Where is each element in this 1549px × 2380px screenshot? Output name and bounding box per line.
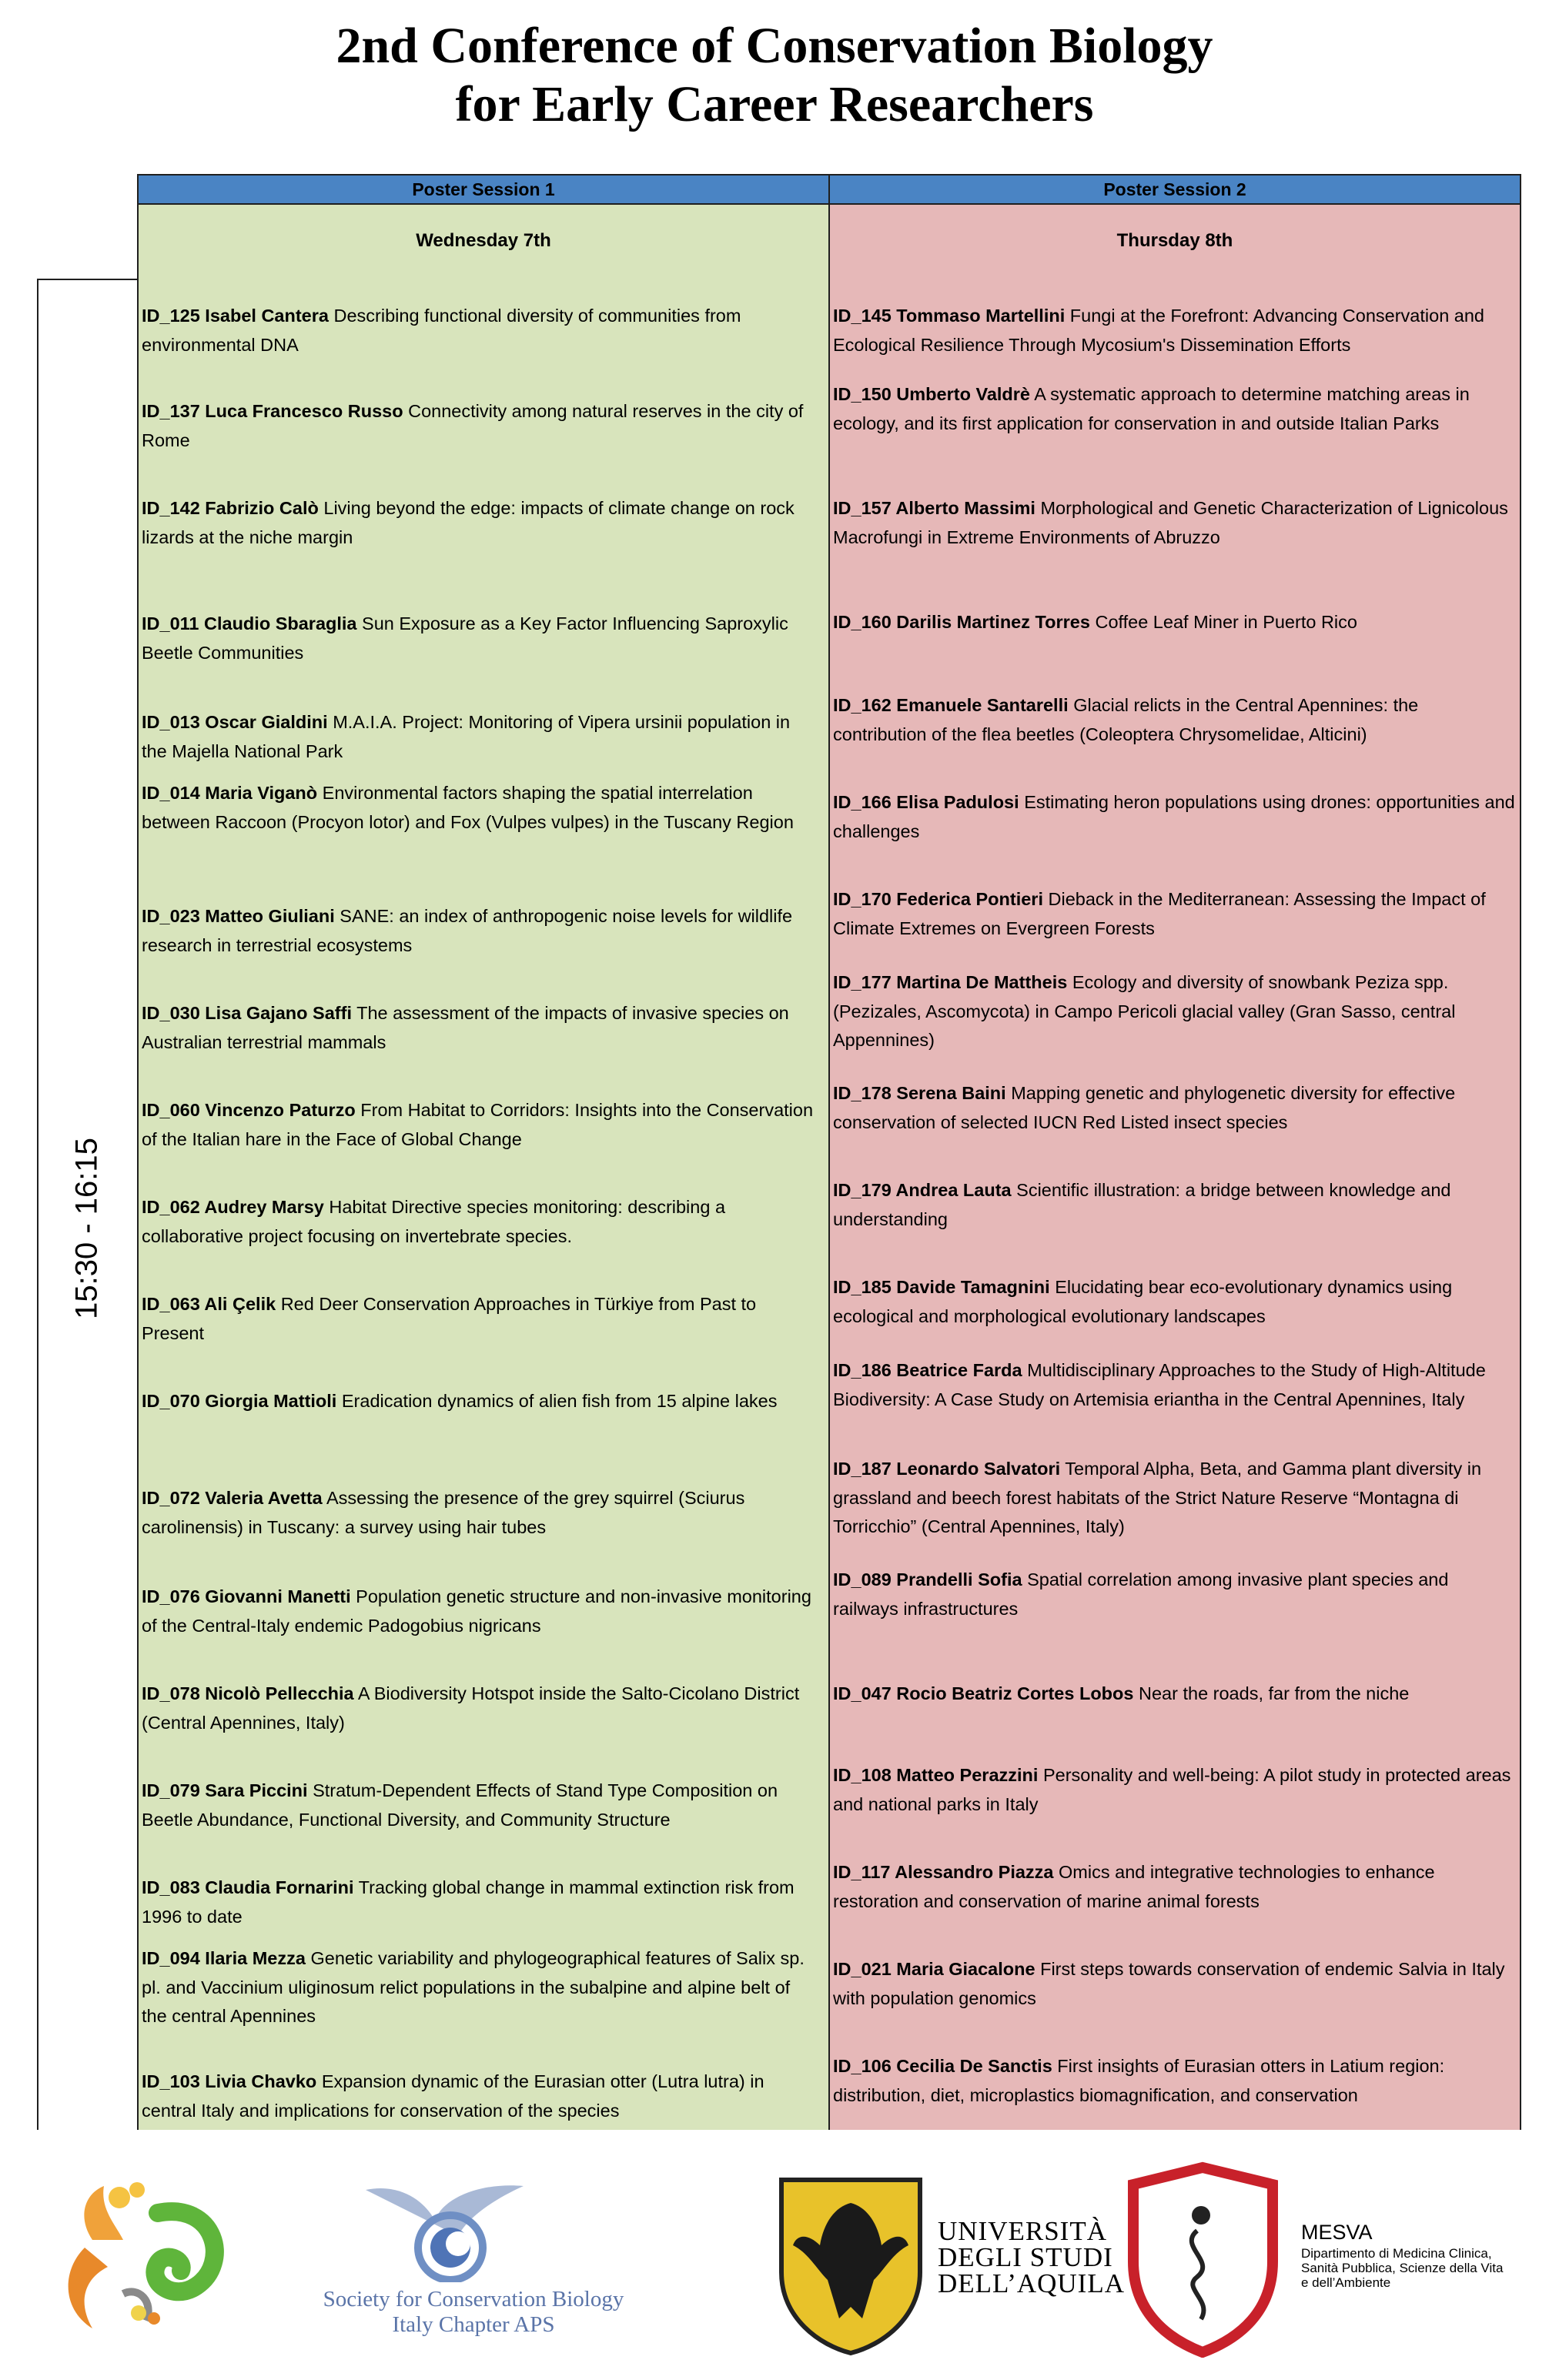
poster-title: SANE: an index of anthropogenic noise levels for wildlife research in terrestrial ecosystems xyxy=(142,906,793,955)
poster-title: Temporal Alpha, Beta, and Gamma plant diversity in grassland and beech forest habitats of the Strict Nature Reserve “Montagna di Torricchio” (Central Apennines, Italy) xyxy=(833,1459,1482,1536)
poster-id-author: ID_047 Rocio Beatriz Cortes Lobos xyxy=(833,1683,1134,1703)
poster-id-author: ID_014 Maria Viganò xyxy=(142,783,318,803)
mesva-name: MESVA xyxy=(1301,2221,1373,2244)
page-title xyxy=(0,17,1549,134)
poster-id-author: ID_011 Claudio Sbaraglia xyxy=(142,613,357,633)
poster-id-author: ID_079 Sara Piccini xyxy=(142,1780,308,1800)
poster-entry xyxy=(833,691,1517,749)
poster-entry xyxy=(833,1955,1517,2013)
poster-title: Red Deer Conservation Approaches in Türkiye from Past to Present xyxy=(142,1294,757,1343)
poster-title: A Biodiversity Hotspot inside the Salto-Cicolano District (Central Apennines, Italy) xyxy=(142,1683,800,1733)
univaq-line-3: DELL’AQUILA xyxy=(938,2268,1125,2298)
poster-id-author: ID_179 Andrea Lauta xyxy=(833,1180,1012,1200)
poster-title: Habitat Directive species monitoring: describing a collaborative project focusing on invertebrate species. xyxy=(142,1197,726,1246)
poster-entry xyxy=(142,397,819,455)
poster-title: Living beyond the edge: impacts of climate change on rock lizards at the niche margin xyxy=(142,498,795,547)
poster-title: Fungi at the Forefront: Advancing Conservation and Ecological Resilience Through Mycosium's Dissemination Efforts xyxy=(833,306,1484,355)
poster-entry xyxy=(142,902,819,960)
mesva-line-2: Sanità Pubblica, Scienze della Vita xyxy=(1301,2261,1504,2275)
poster-id-author: ID_021 Maria Giacalone xyxy=(833,1959,1035,1979)
poster-id-author: ID_030 Lisa Gajano Saffi xyxy=(142,1003,352,1023)
scb-line-2: Italy Chapter APS xyxy=(392,2312,555,2337)
poster-title: Connectivity among natural reserves in the city of Rome xyxy=(142,401,804,450)
poster-entry xyxy=(833,1680,1517,1709)
poster-entry xyxy=(142,494,819,552)
poster-entry xyxy=(833,1176,1517,1234)
poster-id-author: ID_166 Elisa Padulosi xyxy=(833,792,1019,812)
poster-id-author: ID_108 Matteo Perazzini xyxy=(833,1765,1039,1785)
poster-entry xyxy=(142,610,819,667)
poster-id-author: ID_125 Isabel Cantera xyxy=(142,306,329,326)
univaq-crest xyxy=(774,2172,928,2357)
poster-id-author: ID_117 Alessandro Piazza xyxy=(833,1862,1054,1882)
poster-id-author: ID_076 Giovanni Manetti xyxy=(142,1586,351,1606)
fox-leaf-icon xyxy=(31,2155,239,2340)
poster-entry xyxy=(142,1484,819,1542)
poster-id-author: ID_178 Serena Baini xyxy=(833,1083,1006,1103)
dove-icon xyxy=(350,2167,535,2282)
poster-entry xyxy=(142,1874,819,1931)
poster-entry xyxy=(142,1387,819,1416)
mesva-shield xyxy=(1124,2161,1282,2358)
poster-entry xyxy=(142,2067,819,2125)
title-line-1: 2nd Conference of Conservation Biology xyxy=(336,18,1213,74)
poster-title: Mapping genetic and phylogenetic diversity for effective conservation of selected IUCN Red Listed insect species xyxy=(833,1083,1456,1132)
poster-title: Coffee Leaf Miner in Puerto Rico xyxy=(1095,612,1357,632)
poster-id-author: ID_186 Beatrice Farda xyxy=(833,1360,1022,1380)
poster-id-author: ID_072 Valeria Avetta xyxy=(142,1488,323,1508)
poster-entry xyxy=(833,1356,1517,1414)
scb-logo xyxy=(350,2167,535,2282)
mesva-department xyxy=(1301,2246,1532,2290)
univaq-line-2: DEGLI STUDI xyxy=(938,2242,1113,2272)
poster-id-author: ID_078 Nicolò Pellecchia xyxy=(142,1683,354,1703)
poster-entry xyxy=(142,1944,819,2031)
poster-id-author: ID_106 Cecilia De Sanctis xyxy=(833,2056,1052,2076)
poster-entry xyxy=(833,968,1517,1055)
poster-title: Near the roads, far from the niche xyxy=(1139,1683,1410,1703)
poster-id-author: ID_157 Alberto Massimi xyxy=(833,498,1035,518)
scb-name xyxy=(308,2287,639,2338)
poster-title: Eradication dynamics of alien fish from 15 alpine lakes xyxy=(341,1391,778,1411)
poster-entry xyxy=(833,788,1517,846)
poster-title: Tracking global change in mammal extinction risk from 1996 to date xyxy=(142,1877,795,1927)
poster-id-author: ID_063 Ali Çelik xyxy=(142,1294,276,1314)
poster-title: Genetic variability and phylogeographical features of Salix sp. pl. and Vaccinium uliginosum relict populations in the subalpine and alpine belt of the central Apennines xyxy=(142,1948,805,2026)
poster-title: Stratum-Dependent Effects of Stand Type Composition on Beetle Abundance, Functional Diversity, and Community Structure xyxy=(142,1780,778,1830)
mesva-shield-icon xyxy=(1124,2161,1282,2358)
poster-title: Personality and well-being: A pilot study in protected areas and national parks in Italy xyxy=(833,1765,1511,1814)
poster-entry xyxy=(833,608,1517,637)
poster-title: Sun Exposure as a Key Factor Influencing Saproxylic Beetle Communities xyxy=(142,613,788,663)
session-1-header: Poster Session 1 xyxy=(137,174,830,205)
poster-entry xyxy=(833,302,1517,359)
poster-entry xyxy=(142,708,819,766)
mesva-line-3: e dell’Ambiente xyxy=(1301,2275,1391,2290)
poster-id-author: ID_103 Livia Chavko xyxy=(142,2071,317,2091)
poster-entry xyxy=(142,1096,819,1154)
mesva-line-1: Dipartimento di Medicina Clinica, xyxy=(1301,2246,1492,2261)
poster-title: Dieback in the Mediterranean: Assessing the Impact of Climate Extremes on Evergreen Forests xyxy=(833,889,1486,938)
poster-title: Population genetic structure and non-invasive monitoring of the Central-Italy endemic Padogobius nigricans xyxy=(142,1586,811,1636)
poster-entry xyxy=(833,1566,1517,1623)
eagle-shield-icon xyxy=(774,2172,928,2357)
poster-id-author: ID_170 Federica Pontieri xyxy=(833,889,1043,909)
poster-title: M.A.I.A. Project: Monitoring of Vipera ursinii population in the Majella National Park xyxy=(142,712,791,761)
poster-id-author: ID_187 Leonardo Salvatori xyxy=(833,1459,1061,1479)
poster-title: Assessing the presence of the grey squirrel (Sciurus carolinensis) in Tuscany: a survey using hair tubes xyxy=(142,1488,745,1537)
univaq-name xyxy=(938,2218,1125,2297)
poster-title: First steps towards conservation of endemic Salvia in Italy with population genomics xyxy=(833,1959,1505,2008)
poster-id-author: ID_185 Davide Tamagnini xyxy=(833,1277,1050,1297)
poster-entry xyxy=(142,1777,819,1834)
poster-title: Describing functional diversity of communities from environmental DNA xyxy=(142,306,741,355)
poster-entry xyxy=(833,2052,1517,2110)
poster-entry xyxy=(833,494,1517,552)
poster-title: Environmental factors shaping the spatial interrelation between Raccoon (Procyon lotor) and Fox (Vulpes vulpes) in the Tuscany Region xyxy=(142,783,794,832)
poster-id-author: ID_060 Vincenzo Paturzo xyxy=(142,1100,356,1120)
poster-entry xyxy=(142,302,819,359)
poster-title: A systematic approach to determine matching areas in ecology, and its first application for conservation in and outside Italian Parks xyxy=(833,384,1470,433)
session-2-column xyxy=(828,277,1521,2130)
poster-title: Morphological and Genetic Characterization of Lignicolous Macrofungi in Extreme Environments of Abruzzo xyxy=(833,498,1508,547)
poster-title: First insights of Eurasian otters in Latium region: distribution, diet, microplastics biomagnification, and conservation xyxy=(833,2056,1445,2105)
poster-title: Omics and integrative technologies to enhance restoration and conservation of marine animal forests xyxy=(833,1862,1435,1911)
poster-title: Elucidating bear eco-evolutionary dynamics using ecological and morphological evolutionary landscapes xyxy=(833,1277,1453,1326)
poster-title: The assessment of the impacts of invasive species on Australian terrestrial mammals xyxy=(142,1003,789,1052)
poster-entry xyxy=(833,885,1517,943)
poster-id-author: ID_142 Fabrizio Calò xyxy=(142,498,319,518)
poster-id-author: ID_150 Umberto Valdrè xyxy=(833,384,1030,404)
poster-entry xyxy=(833,1079,1517,1137)
poster-id-author: ID_089 Prandelli Sofia xyxy=(833,1569,1022,1589)
poster-entry xyxy=(833,1761,1517,1819)
poster-entry xyxy=(833,1273,1517,1331)
poster-entry xyxy=(142,1290,819,1348)
poster-title: Estimating heron populations using drones: opportunities and challenges xyxy=(833,792,1515,841)
poster-title: Multidisciplinary Approaches to the Study of High-Altitude Biodiversity: A Case Study on Artemisia eriantha in the Central Apennines, Italy xyxy=(833,1360,1486,1409)
poster-entry xyxy=(142,999,819,1057)
poster-entry xyxy=(833,380,1517,438)
poster-id-author: ID_083 Claudia Fornarini xyxy=(142,1877,354,1897)
session-1-day: Wednesday 7th xyxy=(137,203,830,279)
poster-id-author: ID_177 Martina De Mattheis xyxy=(833,972,1068,992)
poster-entry xyxy=(142,1193,819,1251)
univaq-line-1: UNIVERSITÀ xyxy=(938,2216,1107,2246)
session-2-header: Poster Session 2 xyxy=(828,174,1521,205)
poster-entry xyxy=(833,1455,1517,1542)
poster-entry xyxy=(142,779,819,837)
poster-title: From Habitat to Corridors: Insights into the Conservation of the Italian hare in the Face of Global Change xyxy=(142,1100,814,1149)
time-slot-label: 15:30 - 16:15 xyxy=(69,1138,104,1319)
scb-line-1: Society for Conservation Biology xyxy=(323,2287,624,2311)
session-2-day: Thursday 8th xyxy=(828,203,1521,279)
poster-id-author: ID_145 Tommaso Martellini xyxy=(833,306,1066,326)
conference-logo xyxy=(31,2155,239,2340)
title-line-2: for Early Career Researchers xyxy=(455,76,1094,132)
poster-id-author: ID_013 Oscar Gialdini xyxy=(142,712,328,732)
poster-id-author: ID_160 Darilis Martinez Torres xyxy=(833,612,1090,632)
poster-title: Glacial relicts in the Central Apennines: the contribution of the flea beetles (Coleoptera Chrysomelidae, Alticini) xyxy=(833,695,1419,744)
poster-entry xyxy=(142,1680,819,1737)
session-1-column xyxy=(137,277,830,2130)
poster-id-author: ID_070 Giorgia Mattioli xyxy=(142,1391,337,1411)
poster-id-author: ID_137 Luca Francesco Russo xyxy=(142,401,403,421)
poster-title: Expansion dynamic of the Eurasian otter (Lutra lutra) in central Italy and implications for conservation of the species xyxy=(142,2071,764,2121)
poster-id-author: ID_062 Audrey Marsy xyxy=(142,1197,324,1217)
poster-title: Spatial correlation among invasive plant species and railways infrastructures xyxy=(833,1569,1449,1619)
poster-title: Scientific illustration: a bridge between knowledge and understanding xyxy=(833,1180,1451,1229)
poster-title: Ecology and diversity of snowbank Peziza spp. (Pezizales, Ascomycota) in Campo Pericoli glacial valley (Gran Sasso, central Appennines) xyxy=(833,972,1456,1050)
poster-id-author: ID_023 Matteo Giuliani xyxy=(142,906,335,926)
poster-entry xyxy=(142,1583,819,1640)
poster-id-author: ID_162 Emanuele Santarelli xyxy=(833,695,1069,715)
poster-id-author: ID_094 Ilaria Mezza xyxy=(142,1948,306,1968)
poster-entry xyxy=(833,1858,1517,1916)
